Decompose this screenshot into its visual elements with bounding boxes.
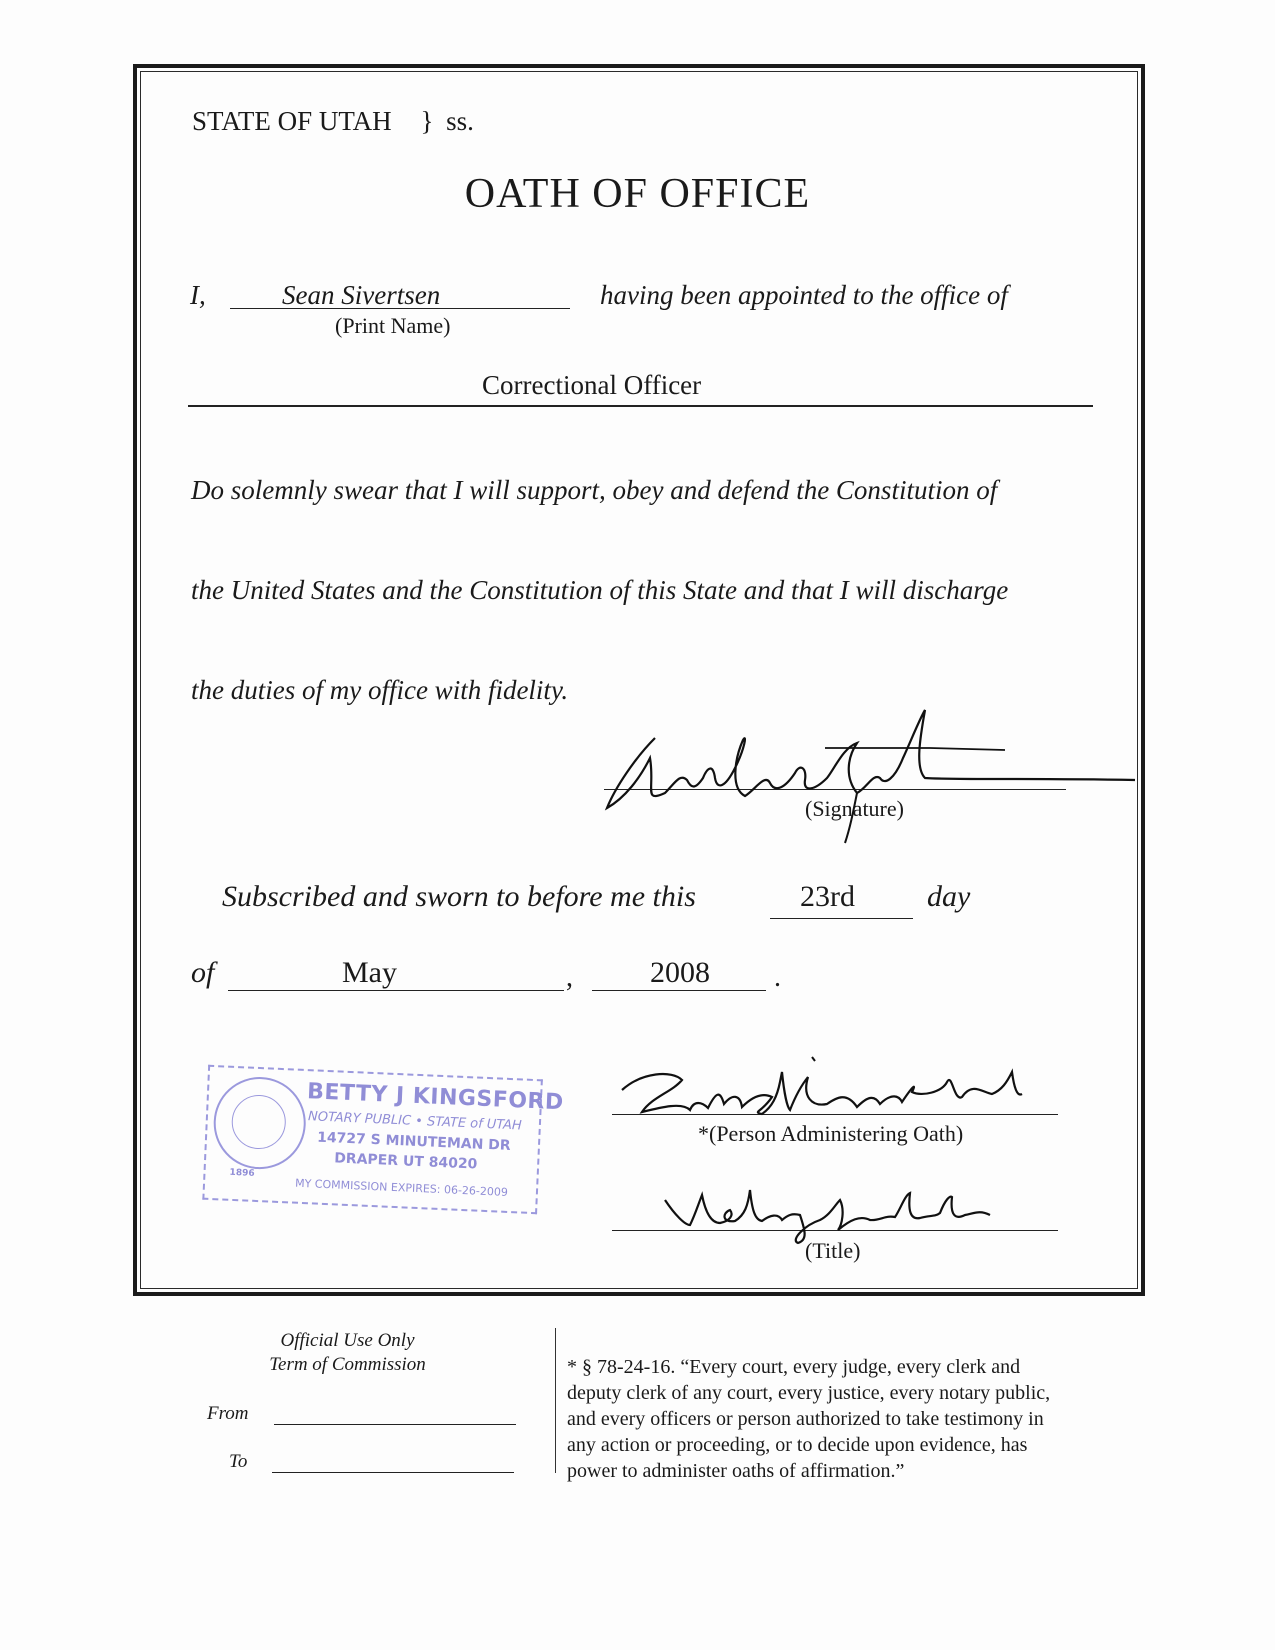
footnote-line-2: deputy clerk of any court, every justice, every notary public, <box>567 1382 1051 1404</box>
handwritten-signature <box>595 718 1135 848</box>
state-name: STATE OF UTAH <box>192 106 392 136</box>
brace: } <box>420 106 434 136</box>
appointed-text: having been appointed to the office of <box>600 280 1008 310</box>
administering-label: *(Person Administering Oath) <box>698 1121 964 1146</box>
stamp-line-2: 14727 S MINUTEMAN DR <box>316 1129 511 1155</box>
oath-line-1: Do solemnly swear that I will support, obey and defend the Constitution of <box>191 475 998 505</box>
print-name-line <box>230 308 570 309</box>
month-line <box>228 990 564 991</box>
footer-divider <box>555 1328 556 1473</box>
to-label: To <box>229 1451 248 1472</box>
oath-line-3: the duties of my office with fidelity. <box>191 675 569 705</box>
office-value: Correctional Officer <box>482 370 702 400</box>
signature-label: (Signature) <box>805 796 904 821</box>
administering-signature <box>612 1052 1072 1132</box>
stamp-name: BETTY J KINGSFORD <box>306 1079 565 1116</box>
day-line <box>770 918 913 919</box>
oath-line-2: the United States and the Constitution of this State and that I will discharge <box>191 575 1009 605</box>
from-line <box>274 1424 516 1425</box>
official-use-heading: Official Use Only <box>280 1330 415 1351</box>
footnote-line-1: * § 78-24-16. “Every court, every judge, every clerk and <box>567 1356 1021 1378</box>
title-handwriting <box>660 1185 1020 1245</box>
from-label: From <box>207 1403 249 1424</box>
footnote-line-5: power to administer oaths of affirmation.” <box>567 1460 905 1482</box>
footnote-line-3: and every officers or person authorized to take testimony in <box>567 1408 1044 1430</box>
document-title: OATH OF OFFICE <box>464 171 811 217</box>
ss-abbrev: ss. <box>446 106 474 136</box>
print-name-value: Sean Sivertsen <box>282 280 441 310</box>
of-word: of <box>191 956 215 989</box>
office-line <box>188 405 1093 407</box>
month-value: May <box>342 956 397 989</box>
day-value: 23rd <box>800 880 855 913</box>
footnote-line-4: any action or proceeding, or to decide upon evidence, has <box>567 1434 1028 1456</box>
seal-year: 1896 <box>229 1167 255 1179</box>
stamp-line-1: NOTARY PUBLIC • STATE of UTAH <box>307 1109 523 1134</box>
title-label: (Title) <box>805 1238 861 1263</box>
intro-pronoun: I, <box>190 280 206 310</box>
to-line <box>272 1472 514 1473</box>
month-comma: , <box>566 962 573 993</box>
year-value: 2008 <box>650 956 710 989</box>
stamp-line-4: MY COMMISSION EXPIRES: 06-26-2009 <box>294 1176 509 1199</box>
state-header <box>192 106 474 137</box>
subscribed-text: Subscribed and sworn to before me this <box>222 880 696 913</box>
year-line <box>592 990 766 991</box>
stamp-line-3: DRAPER UT 84020 <box>333 1150 478 1173</box>
year-period: . <box>774 962 781 993</box>
print-name-label: (Print Name) <box>335 313 451 338</box>
notary-stamp <box>202 1065 565 1219</box>
term-heading: Term of Commission <box>269 1354 426 1375</box>
day-word: day <box>927 880 971 913</box>
